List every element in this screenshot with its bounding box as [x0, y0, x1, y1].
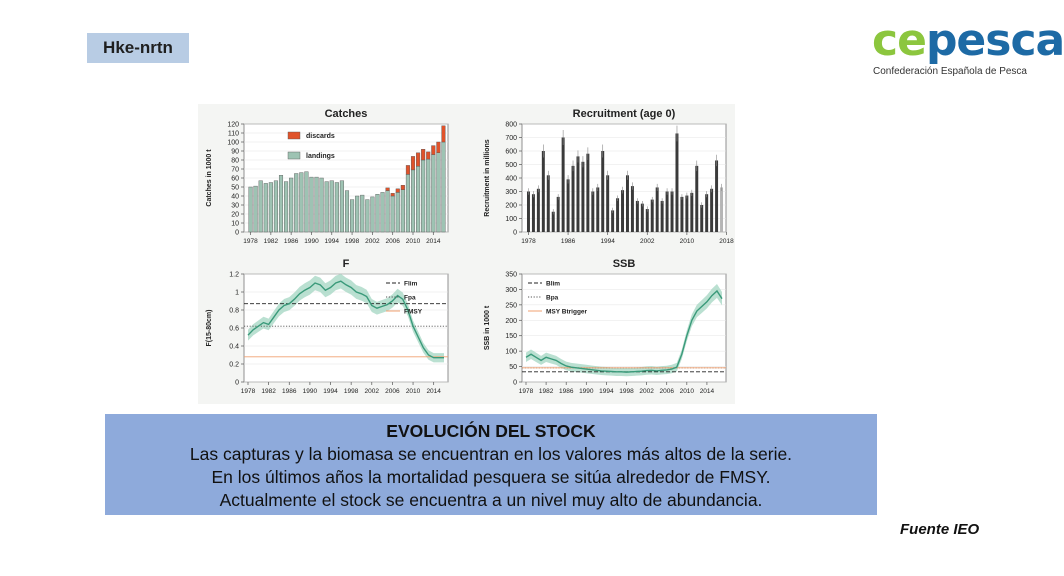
landings-bar: [294, 174, 298, 233]
recruitment-bar: [581, 162, 584, 232]
discards-bar: [411, 156, 415, 170]
y-tick-label: 1.2: [229, 271, 239, 279]
y-tick-label: 1: [235, 289, 239, 297]
recruitment-bar: [636, 201, 639, 232]
landings-bar: [249, 187, 253, 232]
landings-bar: [279, 175, 283, 232]
x-tick-label: 2002: [640, 238, 655, 245]
stock-assessment-figure: [198, 104, 735, 404]
y-tick-label: 120: [227, 121, 239, 129]
y-tick-label: 0: [235, 379, 239, 387]
plot-area: [522, 274, 726, 382]
landings-bar: [325, 182, 329, 232]
y-tick-label: 50: [509, 364, 517, 372]
recruitment-bar: [675, 133, 678, 232]
discards-bar: [406, 165, 410, 174]
x-tick-label: 1994: [323, 388, 338, 395]
recruitment-bar: [527, 192, 530, 233]
landings-bar: [421, 160, 425, 232]
landings-bar: [254, 186, 258, 232]
x-tick-label: 2002: [639, 388, 654, 395]
summary-line-2: En los últimos años la mortalidad pesquera se sitúa alrededor de FMSY.: [211, 467, 771, 487]
x-tick-label: 1990: [304, 238, 319, 245]
landings-bar: [330, 181, 334, 232]
summary-heading: EVOLUCIÓN DEL STOCK: [386, 421, 596, 441]
recruitment-bar: [586, 154, 589, 232]
recruitment-bar: [685, 196, 688, 232]
y-tick-label: 20: [231, 211, 239, 219]
landings-bar: [442, 142, 446, 232]
y-tick-label: 250: [505, 302, 517, 310]
x-tick-label: 1986: [558, 388, 574, 395]
y-tick-label: 50: [231, 184, 239, 192]
f-chart: [198, 254, 456, 402]
x-tick-label: 1978: [243, 238, 258, 245]
recruitment-bar: [700, 205, 703, 232]
landings-bar: [406, 174, 410, 232]
legend-label: Blim: [546, 280, 561, 288]
recruitment-bar: [576, 156, 579, 232]
landings-bar: [340, 181, 344, 232]
y-tick-label: 100: [227, 139, 239, 147]
y-tick-label: 350: [505, 271, 517, 279]
recruitment-bar: [601, 151, 604, 232]
y-tick-label: 100: [505, 216, 517, 223]
landings-bar: [299, 173, 303, 232]
landings-bar: [386, 191, 390, 232]
x-tick-label: 2014: [699, 388, 715, 395]
y-axis-label: SSB in 1000 t: [484, 305, 491, 351]
landings-bar: [264, 183, 268, 232]
y-tick-label: 400: [505, 175, 517, 183]
recruitment-bar: [705, 194, 708, 232]
x-tick-label: 2010: [405, 238, 421, 245]
landings-bar: [360, 195, 364, 232]
y-tick-label: 0.8: [229, 307, 239, 315]
f-svg: [198, 254, 456, 402]
logo-subtitle: Confederación Española de Pesca: [873, 66, 1027, 77]
y-axis-label: Recruitment in millions: [484, 139, 491, 217]
x-tick-label: 1994: [324, 238, 340, 245]
legend-label: FMSY: [404, 308, 423, 316]
x-tick-label: 2010: [679, 238, 695, 245]
recruitment-bar: [537, 189, 540, 232]
x-tick-label: 1990: [579, 388, 594, 395]
x-tick-label: 1978: [518, 388, 534, 395]
recruitment-bar: [572, 166, 575, 232]
ssb-chart: [476, 254, 734, 402]
discards-bar: [401, 185, 405, 190]
landings-bar: [284, 182, 288, 232]
y-tick-label: 300: [505, 189, 517, 196]
landings-bar: [310, 177, 314, 232]
landings-bar: [259, 181, 263, 232]
landings-bar: [437, 153, 441, 232]
cepesca-logo: [870, 15, 1064, 82]
y-tick-label: 0: [235, 229, 239, 237]
y-tick-label: 80: [231, 157, 239, 165]
x-tick-label: 1978: [521, 238, 536, 245]
recruitment-bar: [567, 179, 570, 232]
recruitment-bar: [690, 193, 693, 232]
x-tick-label: 2014: [426, 238, 441, 245]
y-tick-label: 150: [505, 333, 517, 341]
summary-line-3: Actualmente el stock se encuentra a un nivel muy alto de abundancia.: [219, 490, 763, 510]
x-tick-label: 2010: [405, 388, 421, 395]
recruitment-bar: [651, 200, 654, 232]
landings-bar: [416, 166, 420, 232]
x-tick-label: 2010: [679, 388, 695, 395]
recruitment-bar: [656, 187, 659, 232]
stock-summary-box: [105, 414, 877, 515]
x-tick-label: 1990: [302, 388, 318, 395]
y-tick-label: 0.6: [229, 325, 239, 333]
landings-bar: [315, 177, 319, 232]
discards-bar: [426, 152, 430, 159]
y-tick-label: 90: [231, 148, 239, 156]
x-tick-label: 1994: [599, 388, 614, 395]
discards-bar: [431, 146, 435, 155]
y-tick-label: 60: [231, 175, 239, 183]
y-tick-label: 0: [513, 379, 517, 387]
recruitment-bar: [626, 175, 629, 232]
x-tick-label: 1978: [240, 388, 256, 395]
landings-bar: [365, 200, 369, 232]
legend-label: Flim: [404, 280, 418, 288]
legend-label: Fpa: [404, 294, 416, 302]
x-tick-label: 2002: [364, 388, 380, 395]
x-tick-label: 2014: [426, 388, 441, 395]
recruitment-bar: [532, 194, 535, 232]
landings-bar: [320, 178, 324, 232]
catches-chart: [198, 104, 456, 252]
y-tick-label: 600: [505, 148, 517, 156]
chart-title: SSB: [612, 258, 636, 270]
x-tick-label: 1982: [261, 388, 276, 395]
y-axis-label: Catches in 1000 t: [206, 149, 213, 207]
discards-bar: [386, 188, 390, 191]
x-tick-label: 1986: [283, 238, 299, 245]
y-axis-label: F(15-80cm): [206, 309, 213, 347]
x-tick-label: 2006: [659, 388, 674, 395]
catches-svg: [198, 104, 456, 252]
chart-title: Recruitment (age 0): [572, 108, 676, 120]
discards-bar: [442, 126, 446, 142]
recruitment-bar: [715, 160, 718, 232]
recruitment-bar: [666, 192, 669, 233]
x-tick-label: 1998: [343, 388, 359, 395]
recruitment-bar: [695, 166, 698, 232]
recruitment-bar: [710, 189, 713, 232]
discards-bar: [437, 142, 441, 153]
landings-bar: [371, 197, 375, 232]
x-tick-label: 1998: [344, 238, 360, 245]
recruitment-bar: [641, 204, 644, 232]
chart-title: F: [342, 258, 350, 270]
recruitment-bar: [621, 190, 624, 232]
recruitment-bar: [596, 187, 599, 232]
landings-bar: [289, 178, 293, 232]
landings-bar: [274, 181, 278, 232]
x-tick-label: 1994: [600, 238, 615, 245]
summary-line-1: Las capturas y la biomasa se encuentran en los valores más altos de la serie.: [189, 444, 793, 464]
ssb-svg: [476, 254, 734, 402]
landings-bar: [355, 196, 359, 232]
landings-bar: [350, 200, 354, 232]
y-tick-label: 700: [505, 135, 517, 142]
x-tick-label: 1986: [282, 388, 297, 395]
recruitment-bar: [557, 197, 560, 232]
chart-title: Catches: [324, 108, 368, 120]
legend-label: Bpa: [546, 294, 559, 302]
legend-label: MSY Btrigger: [546, 308, 588, 316]
legend-swatch-discards: [288, 132, 300, 139]
landings-bar: [269, 183, 273, 233]
recruitment-bar: [646, 209, 649, 232]
stock-label: Hke-nrtn: [87, 33, 189, 63]
landings-bar: [376, 194, 380, 232]
landings-bar: [391, 196, 395, 232]
y-tick-label: 110: [227, 130, 239, 138]
logo-word-ce: ce: [872, 15, 926, 66]
landings-bar: [426, 159, 430, 232]
landings-bar: [335, 183, 339, 233]
landings-bar: [381, 192, 385, 232]
x-tick-label: 1998: [619, 388, 634, 395]
x-tick-label: 2006: [385, 238, 400, 245]
discards-bar: [421, 149, 425, 160]
y-tick-label: 0: [513, 229, 517, 237]
x-tick-label: 1982: [263, 238, 279, 245]
y-tick-label: 10: [231, 220, 239, 228]
legend-label-discards: discards: [306, 133, 335, 140]
y-tick-label: 0.4: [229, 343, 239, 351]
logo-wordmark: [872, 15, 1064, 66]
landings-bar: [345, 191, 349, 232]
x-tick-label: 1982: [538, 388, 554, 395]
recruitment-bar: [631, 186, 634, 232]
discards-bar: [416, 153, 420, 167]
landings-bar: [401, 190, 405, 232]
recruitment-bar: [671, 192, 674, 233]
recruitment-bar: [611, 210, 614, 232]
y-tick-label: 800: [505, 121, 517, 129]
landings-bar: [305, 172, 309, 232]
recruitment-bar: [680, 197, 683, 232]
recruitment-bar: [547, 175, 550, 232]
discards-bar: [391, 193, 395, 196]
source-note: Fuente IEO: [900, 521, 980, 538]
y-tick-label: 200: [505, 202, 517, 210]
recruitment-bar: [552, 212, 555, 232]
logo-word-pesca: pesca: [925, 15, 1064, 66]
recruitment-svg: [476, 104, 734, 252]
discards-bar: [396, 189, 400, 193]
recruitment-bar: [661, 201, 664, 232]
x-tick-label: 1986: [560, 238, 576, 245]
landings-bar: [431, 155, 435, 232]
y-tick-label: 70: [231, 166, 239, 174]
legend-label-landings: landings: [306, 153, 335, 160]
recruitment-bar: [616, 198, 619, 232]
y-tick-label: 30: [231, 202, 239, 210]
x-tick-label: 2006: [385, 388, 400, 395]
y-tick-label: 300: [505, 286, 517, 294]
y-tick-label: 100: [505, 348, 517, 356]
landings-bar: [396, 192, 400, 232]
legend-swatch-landings: [288, 152, 300, 159]
recruitment-bar: [542, 151, 545, 232]
y-tick-label: 200: [505, 317, 517, 325]
recruitment-chart: [476, 104, 734, 252]
x-tick-label: 2018: [719, 238, 734, 245]
y-tick-label: 500: [505, 162, 517, 169]
y-tick-label: 0.2: [229, 361, 239, 369]
recruitment-bar: [562, 138, 565, 233]
recruitment-bar: [591, 192, 594, 233]
y-tick-label: 40: [231, 193, 239, 201]
x-tick-label: 2002: [365, 238, 380, 245]
recruitment-bar: [720, 187, 723, 232]
landings-bar: [411, 170, 415, 232]
recruitment-bar: [606, 175, 609, 232]
